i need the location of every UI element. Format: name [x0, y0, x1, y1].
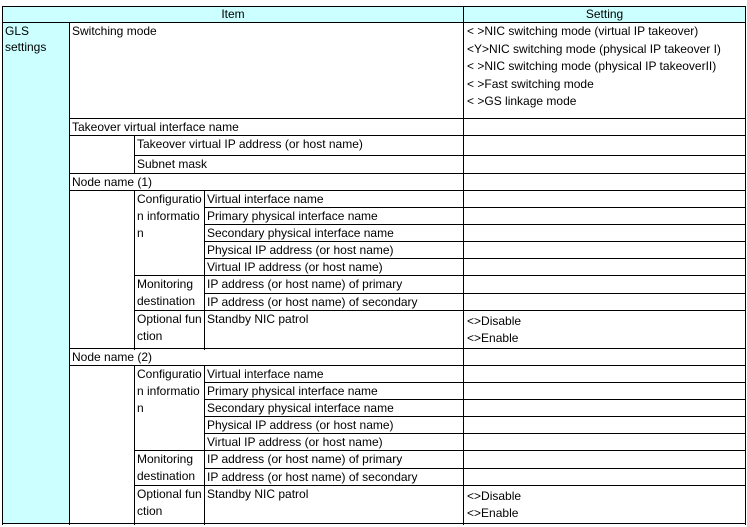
- node-2-config-setting[interactable]: [464, 417, 746, 434]
- subnet-mask-setting[interactable]: [464, 156, 746, 174]
- node-1-monitor-item: IP address (or host name) of secondary: [205, 293, 464, 311]
- node-1-config-setting[interactable]: [464, 242, 746, 259]
- node-2-optional-setting[interactable]: [464, 486, 746, 524]
- takeover-indent: [70, 136, 135, 174]
- node-2-config-item: Virtual interface name: [205, 366, 464, 383]
- node-1-optional-item: Standby NIC patrol: [205, 311, 464, 349]
- node-2-indent: [70, 366, 135, 524]
- node-2-monitor-setting[interactable]: [464, 468, 746, 486]
- node-1-config-setting[interactable]: [464, 208, 746, 225]
- node-2-monitor-label: Monitoring destination: [135, 451, 205, 486]
- item-column-header: Item: [3, 7, 464, 23]
- node-2-config-setting[interactable]: [464, 383, 746, 400]
- node-1-optional-setting[interactable]: [464, 311, 746, 349]
- setting-column-header: Setting: [464, 7, 746, 23]
- switching-mode-option: < >Fast switching mode: [467, 76, 594, 91]
- node-2-config-item: Physical IP address (or host name): [205, 417, 464, 434]
- node-1-disable-option[interactable]: <>Disable: [467, 313, 522, 328]
- node-2-config-item: Secondary physical interface name: [205, 400, 464, 417]
- switching-mode-option: < >NIC switching mode (physical IP takeoverII): [467, 59, 717, 74]
- takeover-interface-setting[interactable]: [464, 119, 746, 136]
- switching-mode-row: [3, 23, 746, 119]
- node-2-config-item: Virtual IP address (or host name): [205, 434, 464, 451]
- node-1-label: Node name (1): [70, 174, 464, 191]
- header-row: [3, 7, 746, 23]
- gls-settings-table: [2, 6, 746, 524]
- node-2-label: Node name (2): [70, 349, 464, 366]
- node-1-enable-option[interactable]: <>Enable: [467, 330, 519, 345]
- node-1-optional-label: Optional function: [135, 311, 205, 349]
- node-1-monitor-item: IP address (or host name) of primary: [205, 276, 464, 294]
- node-2-disable-option[interactable]: <>Disable: [467, 488, 522, 503]
- node-1-setting[interactable]: [464, 174, 746, 191]
- switching-mode-option: < >GS linkage mode: [467, 94, 577, 109]
- node-1-config-label: Configuration information: [135, 191, 205, 276]
- node-1-config-item: Primary physical interface name: [205, 208, 464, 225]
- node-2-setting[interactable]: [464, 349, 746, 366]
- node-1-monitor-setting[interactable]: [464, 276, 746, 294]
- switching-mode-options: [464, 23, 746, 119]
- node-2-config-setting[interactable]: [464, 400, 746, 417]
- node-2-optional-label: Optional function: [135, 486, 205, 524]
- node-1-config-setting[interactable]: [464, 225, 746, 242]
- node-1-config-item: Physical IP address (or host name): [205, 242, 464, 259]
- subnet-mask-label: Subnet mask: [135, 156, 464, 174]
- node-1-config-setting[interactable]: [464, 191, 746, 208]
- takeover-interface-label: Takeover virtual interface name: [70, 119, 464, 136]
- takeover-ip-setting[interactable]: [464, 136, 746, 156]
- node-2-config-item: Primary physical interface name: [205, 383, 464, 400]
- node-2-monitor-item: IP address (or host name) of secondary: [205, 468, 464, 486]
- node-1-config-item: Secondary physical interface name: [205, 225, 464, 242]
- node-2-enable-option[interactable]: <>Enable: [467, 505, 519, 520]
- node-1-indent: [70, 191, 135, 349]
- node-2-config-setting[interactable]: [464, 434, 746, 451]
- switching-mode-option: <Y>NIC switching mode (physical IP takeover I): [467, 41, 721, 56]
- takeover-ip-label: Takeover virtual IP address (or host name): [135, 136, 464, 156]
- node-1-monitor-label: Monitoring destination: [135, 276, 205, 311]
- node-1-config-item: Virtual IP address (or host name): [205, 259, 464, 276]
- node-2-config-setting[interactable]: [464, 366, 746, 383]
- node-1-config-item: Virtual interface name: [205, 191, 464, 208]
- node-2-monitor-setting[interactable]: [464, 451, 746, 469]
- switching-mode-option: < >NIC switching mode (virtual IP takeover): [467, 24, 699, 38]
- node-2-optional-item: Standby NIC patrol: [205, 486, 464, 524]
- node-2-monitor-item: IP address (or host name) of primary: [205, 451, 464, 469]
- node-1-monitor-setting[interactable]: [464, 293, 746, 311]
- switching-mode-label: Switching mode: [70, 23, 464, 119]
- node-2-config-label: Configuration information: [135, 366, 205, 451]
- gls-settings-label: GLS settings: [3, 23, 70, 524]
- node-1-config-setting[interactable]: [464, 259, 746, 276]
